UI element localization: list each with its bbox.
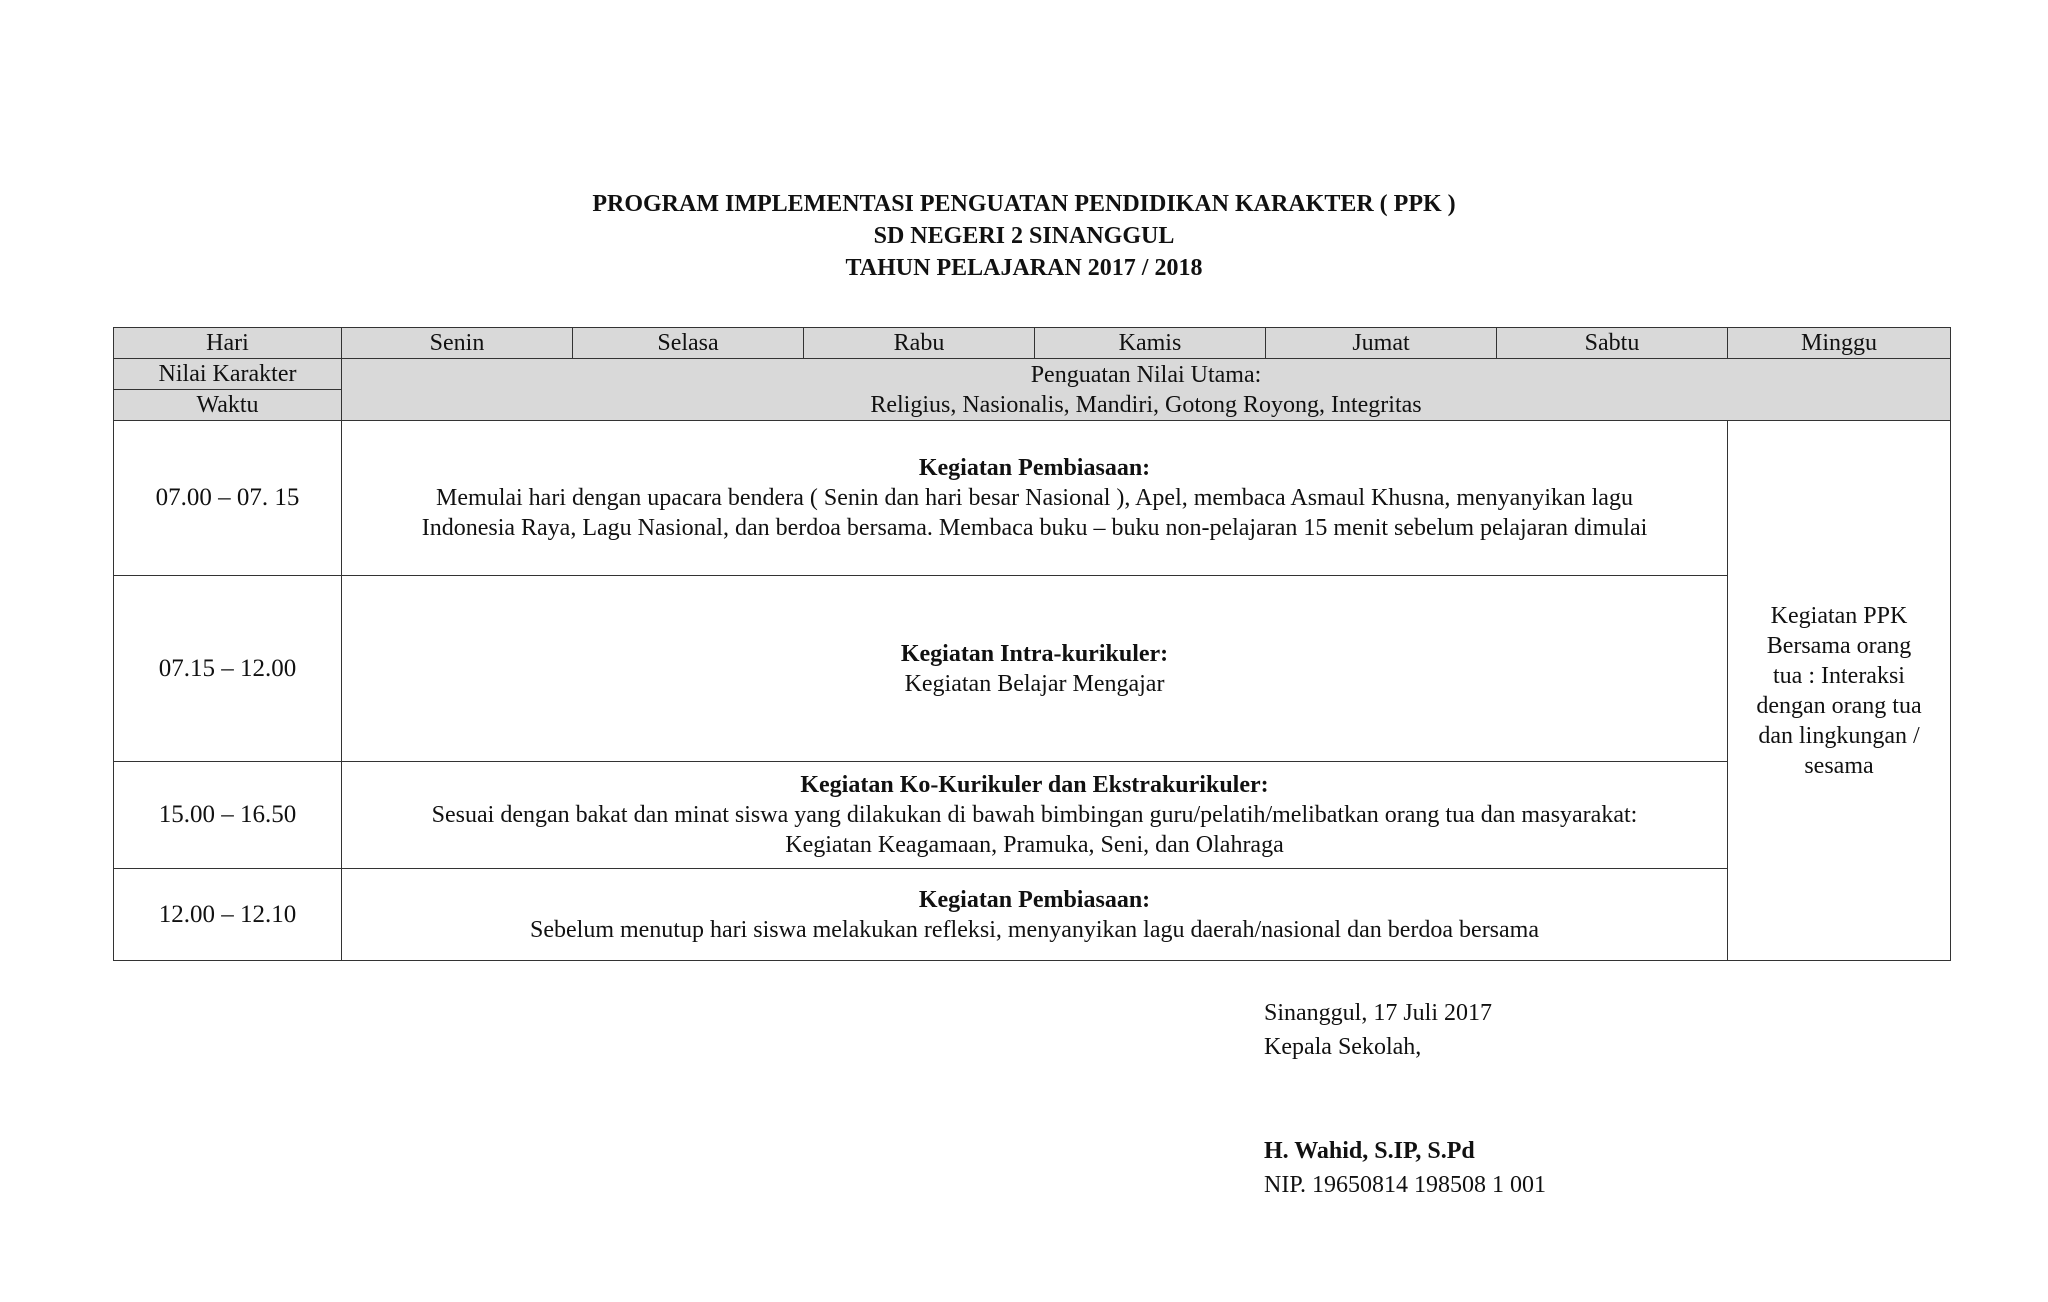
header-day-rabu: Rabu	[804, 328, 1035, 359]
activity-text: Memulai hari dengan upacara bendera ( Senin dan hari besar Nasional ), Apel, membaca Asmaul Khusna, menyanyikan lagu	[436, 485, 1633, 511]
activity-text: Kegiatan Belajar Mengajar	[904, 670, 1165, 697]
title-line-3: TAHUN PELAJARAN 2017 / 2018	[845, 255, 1203, 281]
minggu-note-line: dan lingkungan /	[1758, 722, 1920, 749]
activity-text: Sebelum menutup hari siswa melakukan refleksi, menyanyikan lagu daerah/nasional dan berdoa bersama	[530, 916, 1539, 943]
label-waktu: Waktu	[114, 390, 342, 421]
minggu-note-line: dengan orang tua	[1756, 692, 1922, 719]
header-day-jumat: Jumat	[1266, 328, 1497, 359]
signature-block	[1264, 996, 1546, 1202]
table-row	[114, 869, 1951, 961]
activity-heading: Kegiatan Pembiasaan:	[918, 455, 1151, 481]
minggu-note-line: Kegiatan PPK	[1770, 602, 1908, 629]
signature-space	[1264, 1064, 1546, 1134]
header-row	[114, 328, 1951, 359]
title-line-1: PROGRAM IMPLEMENTASI PENGUATAN PENDIDIKAN KARAKTER ( PPK )	[592, 191, 1456, 217]
header-day-selasa: Selasa	[573, 328, 804, 359]
ppk-schedule-table	[113, 327, 1951, 961]
activity-heading: Kegiatan Intra-kurikuler:	[900, 640, 1169, 667]
header-day-senin: Senin	[342, 328, 573, 359]
title-line-2: SD NEGERI 2 SINANGGUL	[873, 223, 1175, 249]
minggu-note-line: tua : Interaksi	[1773, 662, 1905, 689]
signatory-name: H. Wahid, S.IP, S.Pd	[1264, 1138, 1475, 1164]
header-day-sabtu: Sabtu	[1497, 328, 1728, 359]
table-row	[114, 762, 1951, 869]
time-cell: 07.15 – 12.00	[114, 576, 342, 762]
activity-heading: Kegiatan Ko-Kurikuler dan Ekstrakurikuler:	[800, 772, 1269, 798]
table-row	[114, 421, 1951, 576]
activity-cell	[342, 869, 1728, 961]
place-date: Sinanggul, 17 Juli 2017	[1264, 1000, 1493, 1026]
signatory-position: Kepala Sekolah,	[1264, 1034, 1422, 1060]
signatory-nip: NIP. 19650814 198508 1 001	[1264, 1172, 1547, 1198]
minggu-note-line: Bersama orang	[1766, 632, 1912, 659]
nilai-karakter-row	[114, 359, 1951, 390]
activity-text: Kegiatan Keagamaan, Pramuka, Seni, dan Olahraga	[785, 832, 1284, 858]
time-cell: 12.00 – 12.10	[114, 869, 342, 961]
activity-text: Indonesia Raya, Lagu Nasional, dan berdoa bersama. Membaca buku – buku non-pelajaran 15 menit sebelum pelajaran dimulai	[421, 515, 1648, 541]
minggu-note-cell	[1728, 421, 1951, 961]
activity-cell	[342, 762, 1728, 869]
time-cell: 15.00 – 16.50	[114, 762, 342, 869]
activity-heading: Kegiatan Pembiasaan:	[918, 886, 1151, 913]
header-day-kamis: Kamis	[1035, 328, 1266, 359]
activity-cell	[342, 421, 1728, 576]
penguatan-title: Penguatan Nilai Utama:	[1030, 361, 1262, 388]
penguatan-nilai-cell	[342, 359, 1951, 421]
activity-cell	[342, 576, 1728, 762]
time-cell: 07.00 – 07. 15	[114, 421, 342, 576]
label-nilai-karakter: Nilai Karakter	[114, 359, 342, 390]
penguatan-values: Religius, Nasionalis, Mandiri, Gotong Royong, Integritas	[870, 391, 1422, 418]
document-title	[0, 188, 2048, 284]
header-day-minggu: Minggu	[1728, 328, 1951, 359]
header-hari: Hari	[114, 328, 342, 359]
activity-text: Sesuai dengan bakat dan minat siswa yang dilakukan di bawah bimbingan guru/pelatih/melibatkan orang tua dan masyarakat:	[431, 802, 1638, 828]
minggu-note-line: sesama	[1804, 752, 1874, 779]
table-row	[114, 576, 1951, 762]
